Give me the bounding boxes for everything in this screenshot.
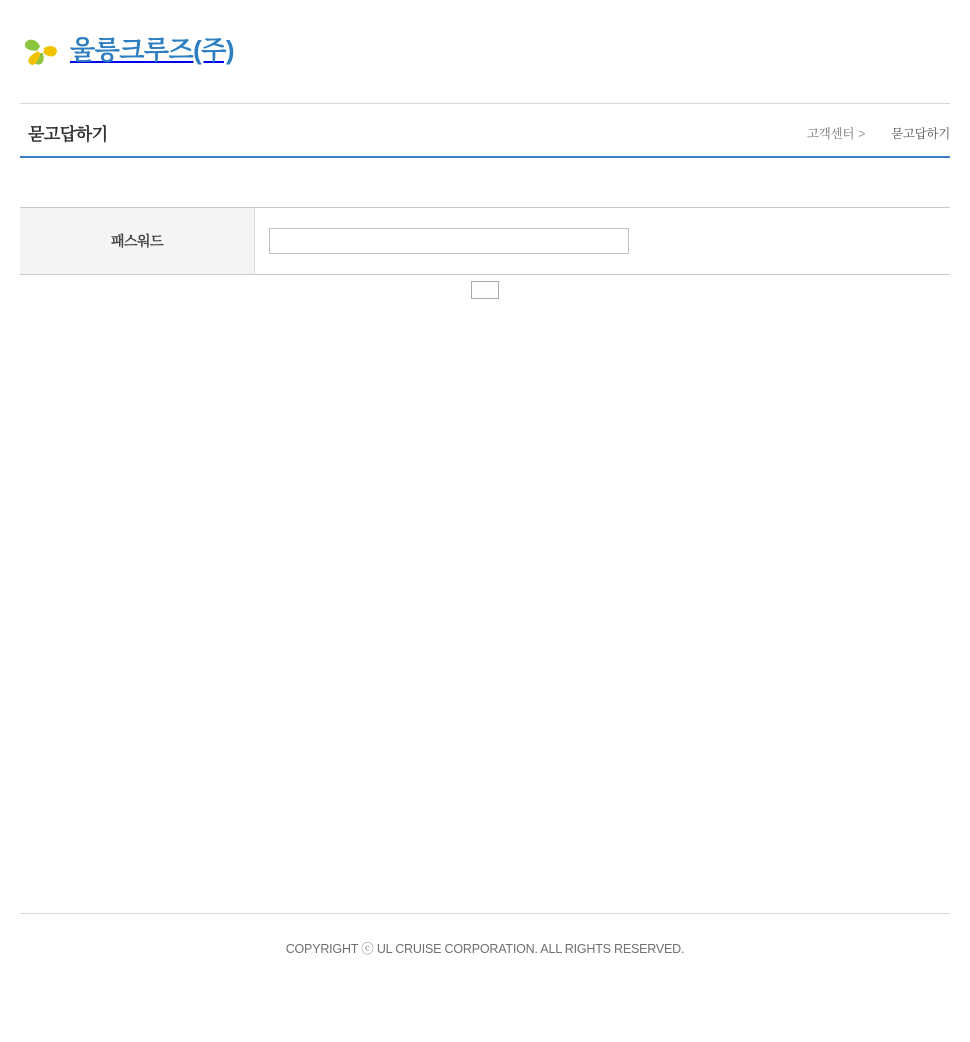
submit-button[interactable] xyxy=(471,281,499,299)
submit-row xyxy=(20,281,950,303)
breadcrumb xyxy=(807,124,950,142)
pinwheel-flower-icon xyxy=(20,29,62,71)
page-title: 묻고답하기 xyxy=(28,125,108,144)
site-footer xyxy=(20,913,950,1014)
site-header xyxy=(0,0,970,103)
table-row xyxy=(20,208,950,275)
breadcrumb-current: 묻고답하기 xyxy=(891,127,950,141)
password-label: 패스워드 xyxy=(20,208,255,275)
logo-company-suffix: (주) xyxy=(193,35,235,65)
password-field-cell xyxy=(255,208,951,275)
logo-text xyxy=(70,37,234,63)
main-content xyxy=(20,158,950,303)
breadcrumb-parent[interactable]: 고객센터 xyxy=(807,127,855,141)
breadcrumb-separator: > xyxy=(858,127,866,141)
page-titlebar xyxy=(20,103,950,158)
password-form-table xyxy=(20,207,950,275)
content-spacer xyxy=(20,158,950,207)
copyright-text: COPYRIGHT ⓒ UL CRUISE CORPORATION. ALL RIGHTS RESERVED. xyxy=(285,942,685,956)
logo-company-name: 울릉크루즈 xyxy=(70,35,194,65)
site-logo[interactable] xyxy=(20,29,234,71)
password-input[interactable] xyxy=(269,228,629,254)
